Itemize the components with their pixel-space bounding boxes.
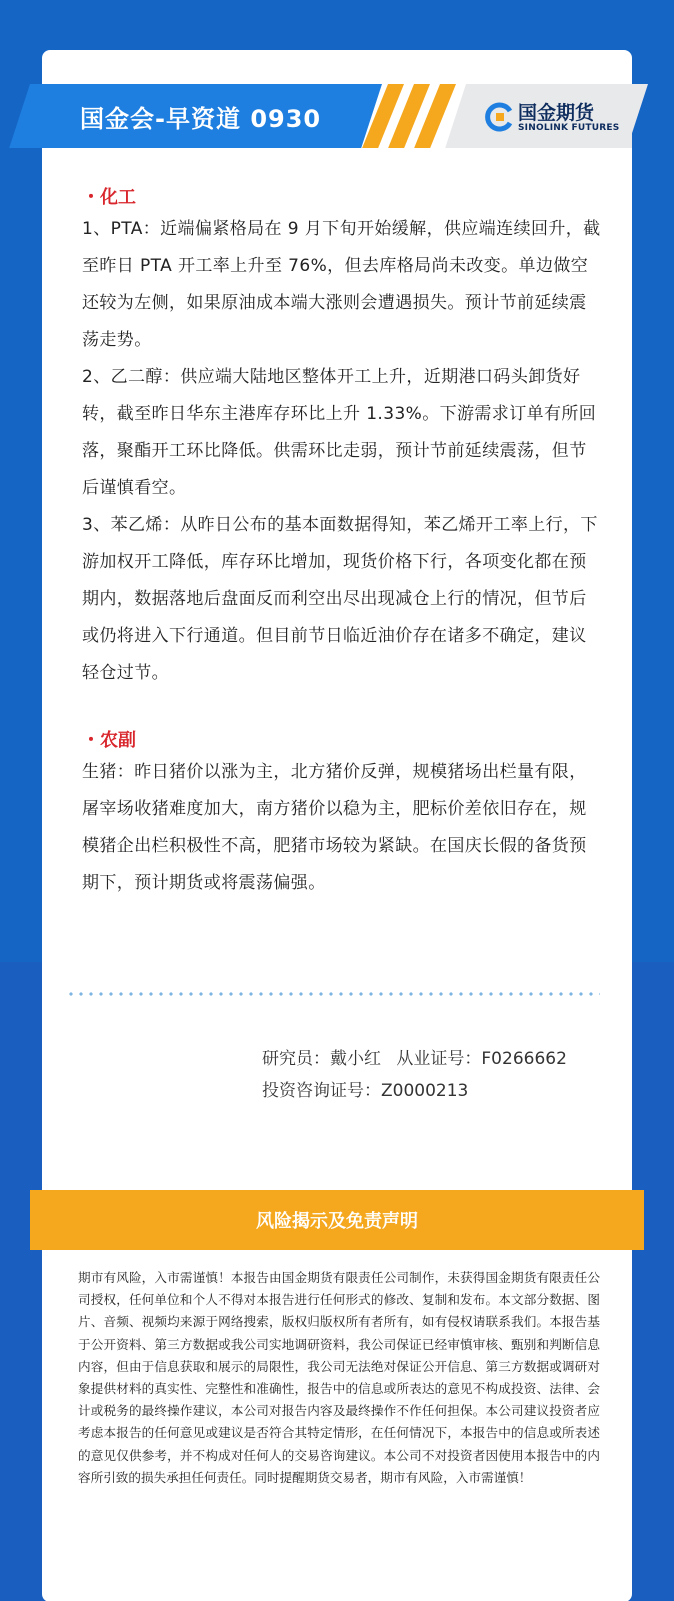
researcher-name: 研究员：戴小红: [262, 1049, 381, 1069]
page-title: 国金会-早资道 0930: [80, 105, 322, 133]
company-logo: [484, 98, 624, 138]
license-number: 从业证号：F0266662: [396, 1049, 567, 1069]
logo-text-en: SINOLINK FUTURES: [518, 123, 620, 133]
paragraph-pta: 1、PTA：近端偏紧格局在 9 月下旬开始缓解，供应端连续回升，截至昨日 PTA 开工率上升至 76%，但去库格局尚未改变。单边做空还较为左侧，如果原油成本端大涨则会遭遇损失。预计节前延续震荡走势。: [82, 219, 601, 350]
disclaimer-text: 期市有风险，入市需谨慎！本报告由国金期货有限责任公司制作，未获得国金期货有限责任公司授权，任何单位和个人不得对本报告进行任何形式的修改、复制和发布。本文部分数据、图片、音频、视频均来源于网络搜索，版权归版权所有者所有，如有侵权请联系我们。本报告基于公开资料、第三方数据或我公司实地调研资料，我公司保证已经审慎审核、甄别和判断信息内容，但由于信息获取和展示的局限性，我公司无法绝对保证公开信息、第三方数据或调研对象提供材料的真实性、完整性和准确性，报告中的信息或所表达的意见不构成投资、法律、会计或税务的最终操作建议，本公司对报告内容及最终操作不作任何担保。本公司建议投资者应考虑本报告的任何意见或建议是否符合其特定情形，在任何情况下，本报告中的信息或所表述的意见仅供参考，并不构成对任何人的交易咨询建议。本公司不对投资者因使用本报告中的内容所引致的损失承担任何责任。同时提醒期货交易者，期市有风险，入市需谨慎！: [78, 1270, 600, 1485]
section-title-chemicals: ・化工: [82, 187, 136, 208]
analyst-line-2: [262, 1076, 478, 1101]
consult-license-number: 投资咨询证号：Z0000213: [262, 1081, 469, 1101]
paragraph-hogs: 生猪：昨日猪价以涨为主，北方猪价反弹，规模猪场出栏量有限，屠宰场收猪难度加大，南方猪价以稳为主，肥标价差依旧存在，规模猪企出栏积极性不高，肥猪市场较为紧缺。在国庆长假的备货预期下，预计期货或将震荡偏强。: [82, 762, 587, 893]
logo-text-cn: 国金期货: [518, 102, 595, 124]
analyst-line-1: [262, 1044, 577, 1069]
paragraph-styrene: 3、苯乙烯：从昨日公布的基本面数据得知，苯乙烯开工率上行，下游加权开工降低，库存环比增加，现货价格下行，各项变化都在预期内，数据落地后盘面反而利空出尽出现减仓上行的情况，但节后或仍将进入下行通道。但目前节日临近油价存在诸多不确定，建议轻仓过节。: [82, 515, 598, 683]
risk-title: 风险揭示及免责声明: [256, 1211, 418, 1232]
section-title-agriculture: ・农副: [82, 730, 136, 751]
dotted-divider: [66, 992, 600, 996]
sinolink-logo-icon: [484, 102, 514, 132]
paragraph-ethylene-glycol: 2、乙二醇：供应端大陆地区整体开工上升，近期港口码头卸货好转，截至昨日华东主港库存环比上升 1.33%。下游需求订单有所回落，聚酯开工环比降低。供需环比走弱，预计节前延续震荡，但节后谨慎看空。: [82, 367, 597, 498]
